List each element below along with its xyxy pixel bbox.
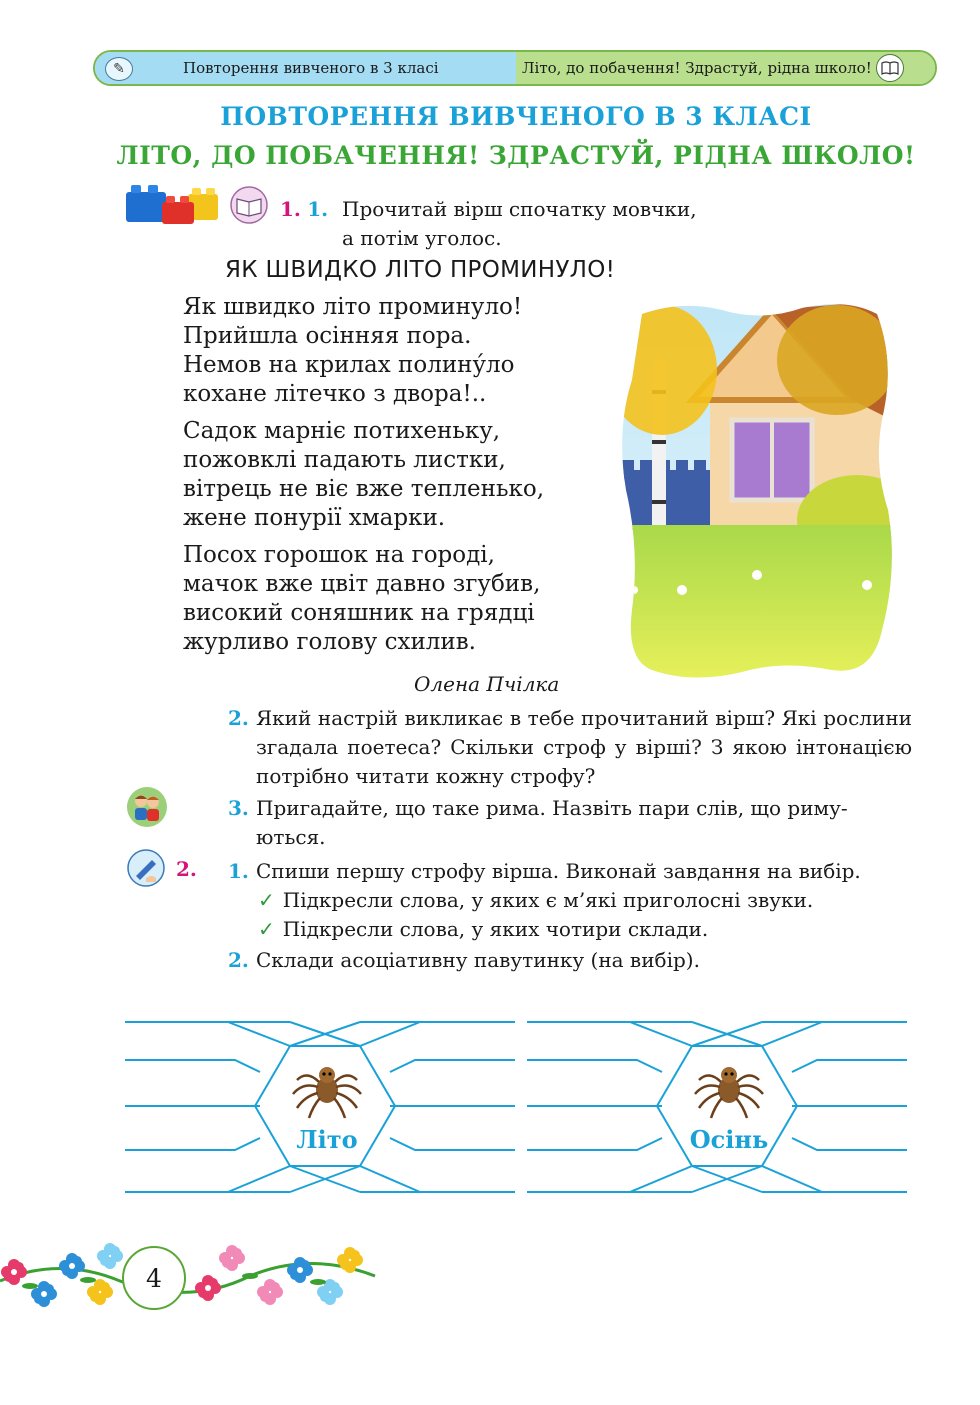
page-number: 4 xyxy=(122,1246,186,1310)
spider-icon xyxy=(695,1067,763,1118)
task-1 xyxy=(280,195,697,250)
task-2-sub2 xyxy=(228,946,912,975)
task-2-sub1-text: Спиши першу строфу вірша. Виконай завдання на вибір. xyxy=(256,859,861,883)
poem-stanza-2 xyxy=(183,417,544,533)
topic-title: ЛІТО, ДО ПОБАЧЕННЯ! ЗДРАСТУЙ, РІДНА ШКОЛО! xyxy=(116,141,916,170)
task-1-line1: Прочитай вірш спочатку мовчки, xyxy=(342,197,697,221)
web-left-label: Літо xyxy=(296,1125,358,1154)
poem-line: вітрець не віє вже тепленько, xyxy=(183,476,545,502)
question-3-number: 3. xyxy=(228,796,249,820)
poem-line: пожовклі падають листки, xyxy=(183,447,506,473)
task-2-check-1 xyxy=(256,886,912,915)
poem-line: мачок вже цвіт давно згубив, xyxy=(183,571,541,597)
poem-author: Олена Пчілка xyxy=(414,672,560,696)
task-2 xyxy=(228,857,912,944)
pair-work-icon xyxy=(126,786,168,828)
checkmark-icon: ✓ xyxy=(258,888,275,912)
task-2-check-2 xyxy=(256,915,912,944)
task-2-check-1-text: Підкресли слова, у яких є м’які приголосні звуки. xyxy=(282,888,814,912)
poem-line: журливо голову схилив. xyxy=(183,629,476,655)
task-1-subnumber: 1. xyxy=(307,197,329,221)
autumn-house-illustration xyxy=(622,300,892,680)
header-section-title: Повторення вивченого в 3 класі xyxy=(183,59,439,77)
poem-stanza-3 xyxy=(183,541,544,657)
question-3-line2: ються. xyxy=(256,825,326,849)
task-2-number: 2. xyxy=(176,857,197,881)
header-topic-title: Літо, до побачення! Здрастуй, рідна школо! xyxy=(522,59,872,77)
poem-line: Садок марніє потихеньку, xyxy=(183,418,501,444)
question-2-text: Який настрій викликає в тебе прочитаний вірш? Які рослини згадала поетеса? Скільки строф у вірші? З якою інтонацією потрібно читати кожну строфу? xyxy=(256,706,912,788)
question-2 xyxy=(228,704,912,791)
header-left xyxy=(95,52,516,84)
question-2-number: 2. xyxy=(228,706,249,730)
poem-line: жене понурії хмарки. xyxy=(183,505,446,531)
task-2-sub2-text: Склади асоціативну павутинку (на вибір). xyxy=(256,948,700,972)
section-title: ПОВТОРЕННЯ ВИВЧЕНОГО В 3 КЛАСІ xyxy=(220,102,812,131)
poem-line: кохане літечко з двора!.. xyxy=(183,381,487,407)
poem-line: Посох горошок на городі, xyxy=(183,542,495,568)
web-left xyxy=(125,1022,515,1192)
poem-line: високий соняшник на грядці xyxy=(183,600,535,626)
poem-title: ЯК ШВИДКО ЛІТО ПРОМИНУЛО! xyxy=(225,257,616,283)
read-book-icon xyxy=(229,185,269,225)
question-3 xyxy=(228,794,912,852)
poem-line: Прийшла осінняя пора. xyxy=(183,323,472,349)
web-right-label: Осінь xyxy=(689,1125,769,1154)
association-webs xyxy=(120,1010,920,1210)
pen-icon: ✎ xyxy=(105,57,133,81)
poem-line: Немов на крилах полину́ло xyxy=(183,352,515,378)
question-3-line1: Пригадайте, що таке рима. Назвіть пари слів, що риму- xyxy=(256,796,848,820)
running-header xyxy=(93,50,937,86)
poem-text xyxy=(183,293,544,665)
poem-line: Як швидко літо проминуло! xyxy=(183,294,523,320)
flower-garland-decoration xyxy=(0,1236,380,1316)
task-1-line2: а потім уголос. xyxy=(342,226,502,250)
task-2-sub1-number: 1. xyxy=(228,859,249,883)
task-2-sub2-number: 2. xyxy=(228,948,249,972)
writing-hand-icon xyxy=(126,848,166,888)
checkmark-icon: ✓ xyxy=(258,917,275,941)
lego-blocks-icon xyxy=(126,180,222,225)
task-2-check-2-text: Підкресли слова, у яких чотири склади. xyxy=(282,917,709,941)
task-1-number: 1. xyxy=(280,197,301,221)
spider-icon xyxy=(293,1067,361,1118)
poem-stanza-1 xyxy=(183,293,544,409)
header-right xyxy=(516,52,935,84)
book-icon xyxy=(876,54,904,82)
